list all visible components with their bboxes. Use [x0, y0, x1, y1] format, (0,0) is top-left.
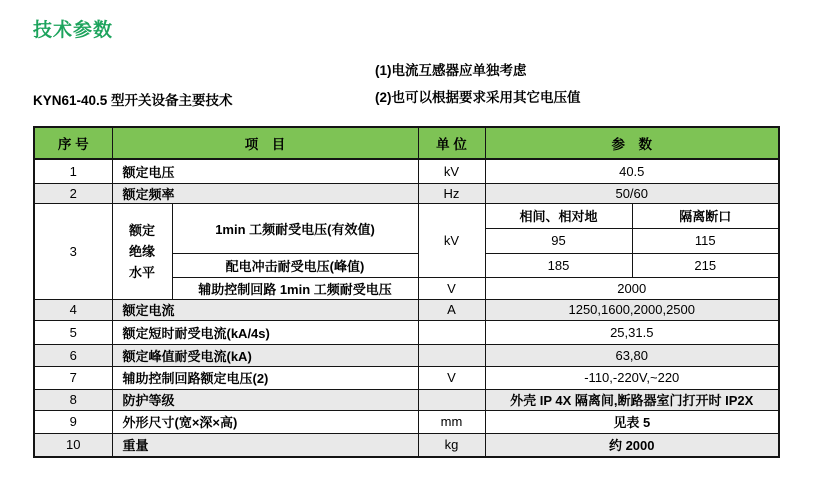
param-cell: 63,80 [485, 344, 779, 366]
param-cell: 215 [632, 253, 779, 277]
table-row [34, 389, 779, 410]
table-row [34, 433, 779, 457]
seq-cell: 9 [34, 410, 112, 433]
item-cell: 额定电压 [112, 159, 418, 183]
param-cell: 25,31.5 [485, 320, 779, 344]
item-cell: 额定峰值耐受电流(kA) [112, 344, 418, 366]
group-label-line: 额定 [128, 222, 155, 238]
unit-cell: V [418, 366, 485, 389]
table-row [34, 183, 779, 203]
seq-cell: 4 [34, 299, 112, 320]
param-cell: 2000 [485, 277, 779, 299]
param-cell: 见表 5 [485, 410, 779, 433]
table-row [34, 344, 779, 366]
param-cell: 外壳 IP 4X 隔离间,断路器室门打开时 IP2X [485, 389, 779, 410]
header-item: 项 目 [112, 127, 418, 159]
table-row [34, 299, 779, 320]
header-seq: 序 号 [34, 127, 112, 159]
item-cell: 额定短时耐受电流(kA/4s) [112, 320, 418, 344]
header-param: 参 数 [485, 127, 779, 159]
seq-cell: 5 [34, 320, 112, 344]
seq-cell: 7 [34, 366, 112, 389]
table-row [34, 366, 779, 389]
group-label-line: 绝缘 [128, 243, 155, 259]
unit-cell: kg [418, 433, 485, 457]
param-cell: 40.5 [485, 159, 779, 183]
table-header-row [34, 127, 779, 159]
param-cell: -110,-220V,~220 [485, 366, 779, 389]
unit-cell: V [418, 277, 485, 299]
notes-block [375, 62, 581, 116]
item-cell: 额定频率 [112, 183, 418, 203]
item-cell: 1min 工频耐受电压(有效值) [172, 203, 418, 253]
seq-cell: 10 [34, 433, 112, 457]
seq-cell: 1 [34, 159, 112, 183]
param-subheader-right: 隔离断口 [632, 203, 779, 228]
unit-cell: A [418, 299, 485, 320]
unit-cell: kV [418, 203, 485, 277]
param-subheader-left: 相间、相对地 [485, 203, 632, 228]
param-cell: 185 [485, 253, 632, 277]
unit-cell [418, 320, 485, 344]
group-label-line: 水平 [128, 264, 155, 280]
unit-cell [418, 344, 485, 366]
table-row [34, 320, 779, 344]
unit-cell: mm [418, 410, 485, 433]
item-cell: 外形尺寸(宽×深×高) [112, 410, 418, 433]
unit-cell [418, 389, 485, 410]
item-cell: 额定电流 [112, 299, 418, 320]
page-title: 技术参数 [33, 20, 114, 41]
header-unit: 单 位 [418, 127, 485, 159]
note-1: (1)电流互感器应单独考虑 [375, 63, 527, 78]
product-subtitle: KYN61-40.5 型开关设备主要技术 [33, 93, 233, 108]
table-row [34, 410, 779, 433]
param-cell: 1250,1600,2000,2500 [485, 299, 779, 320]
seq-cell: 3 [34, 203, 112, 299]
item-cell: 配电冲击耐受电压(峰值) [172, 253, 418, 277]
item-cell: 防护等级 [112, 389, 418, 410]
unit-cell: kV [418, 159, 485, 183]
table-row [34, 203, 779, 228]
param-cell: 115 [632, 228, 779, 253]
param-cell: 约 2000 [485, 433, 779, 457]
param-cell: 95 [485, 228, 632, 253]
item-cell: 辅助控制回路额定电压(2) [112, 366, 418, 389]
seq-cell: 8 [34, 389, 112, 410]
unit-cell: Hz [418, 183, 485, 203]
item-cell: 辅助控制回路 1min 工频耐受电压 [172, 277, 418, 299]
seq-cell: 6 [34, 344, 112, 366]
insulation-group-label [112, 203, 172, 299]
item-cell: 重量 [112, 433, 418, 457]
technical-parameters-table [33, 126, 780, 458]
param-cell: 50/60 [485, 183, 779, 203]
note-2: (2)也可以根据要求采用其它电压值 [375, 90, 581, 105]
seq-cell: 2 [34, 183, 112, 203]
table-row [34, 159, 779, 183]
